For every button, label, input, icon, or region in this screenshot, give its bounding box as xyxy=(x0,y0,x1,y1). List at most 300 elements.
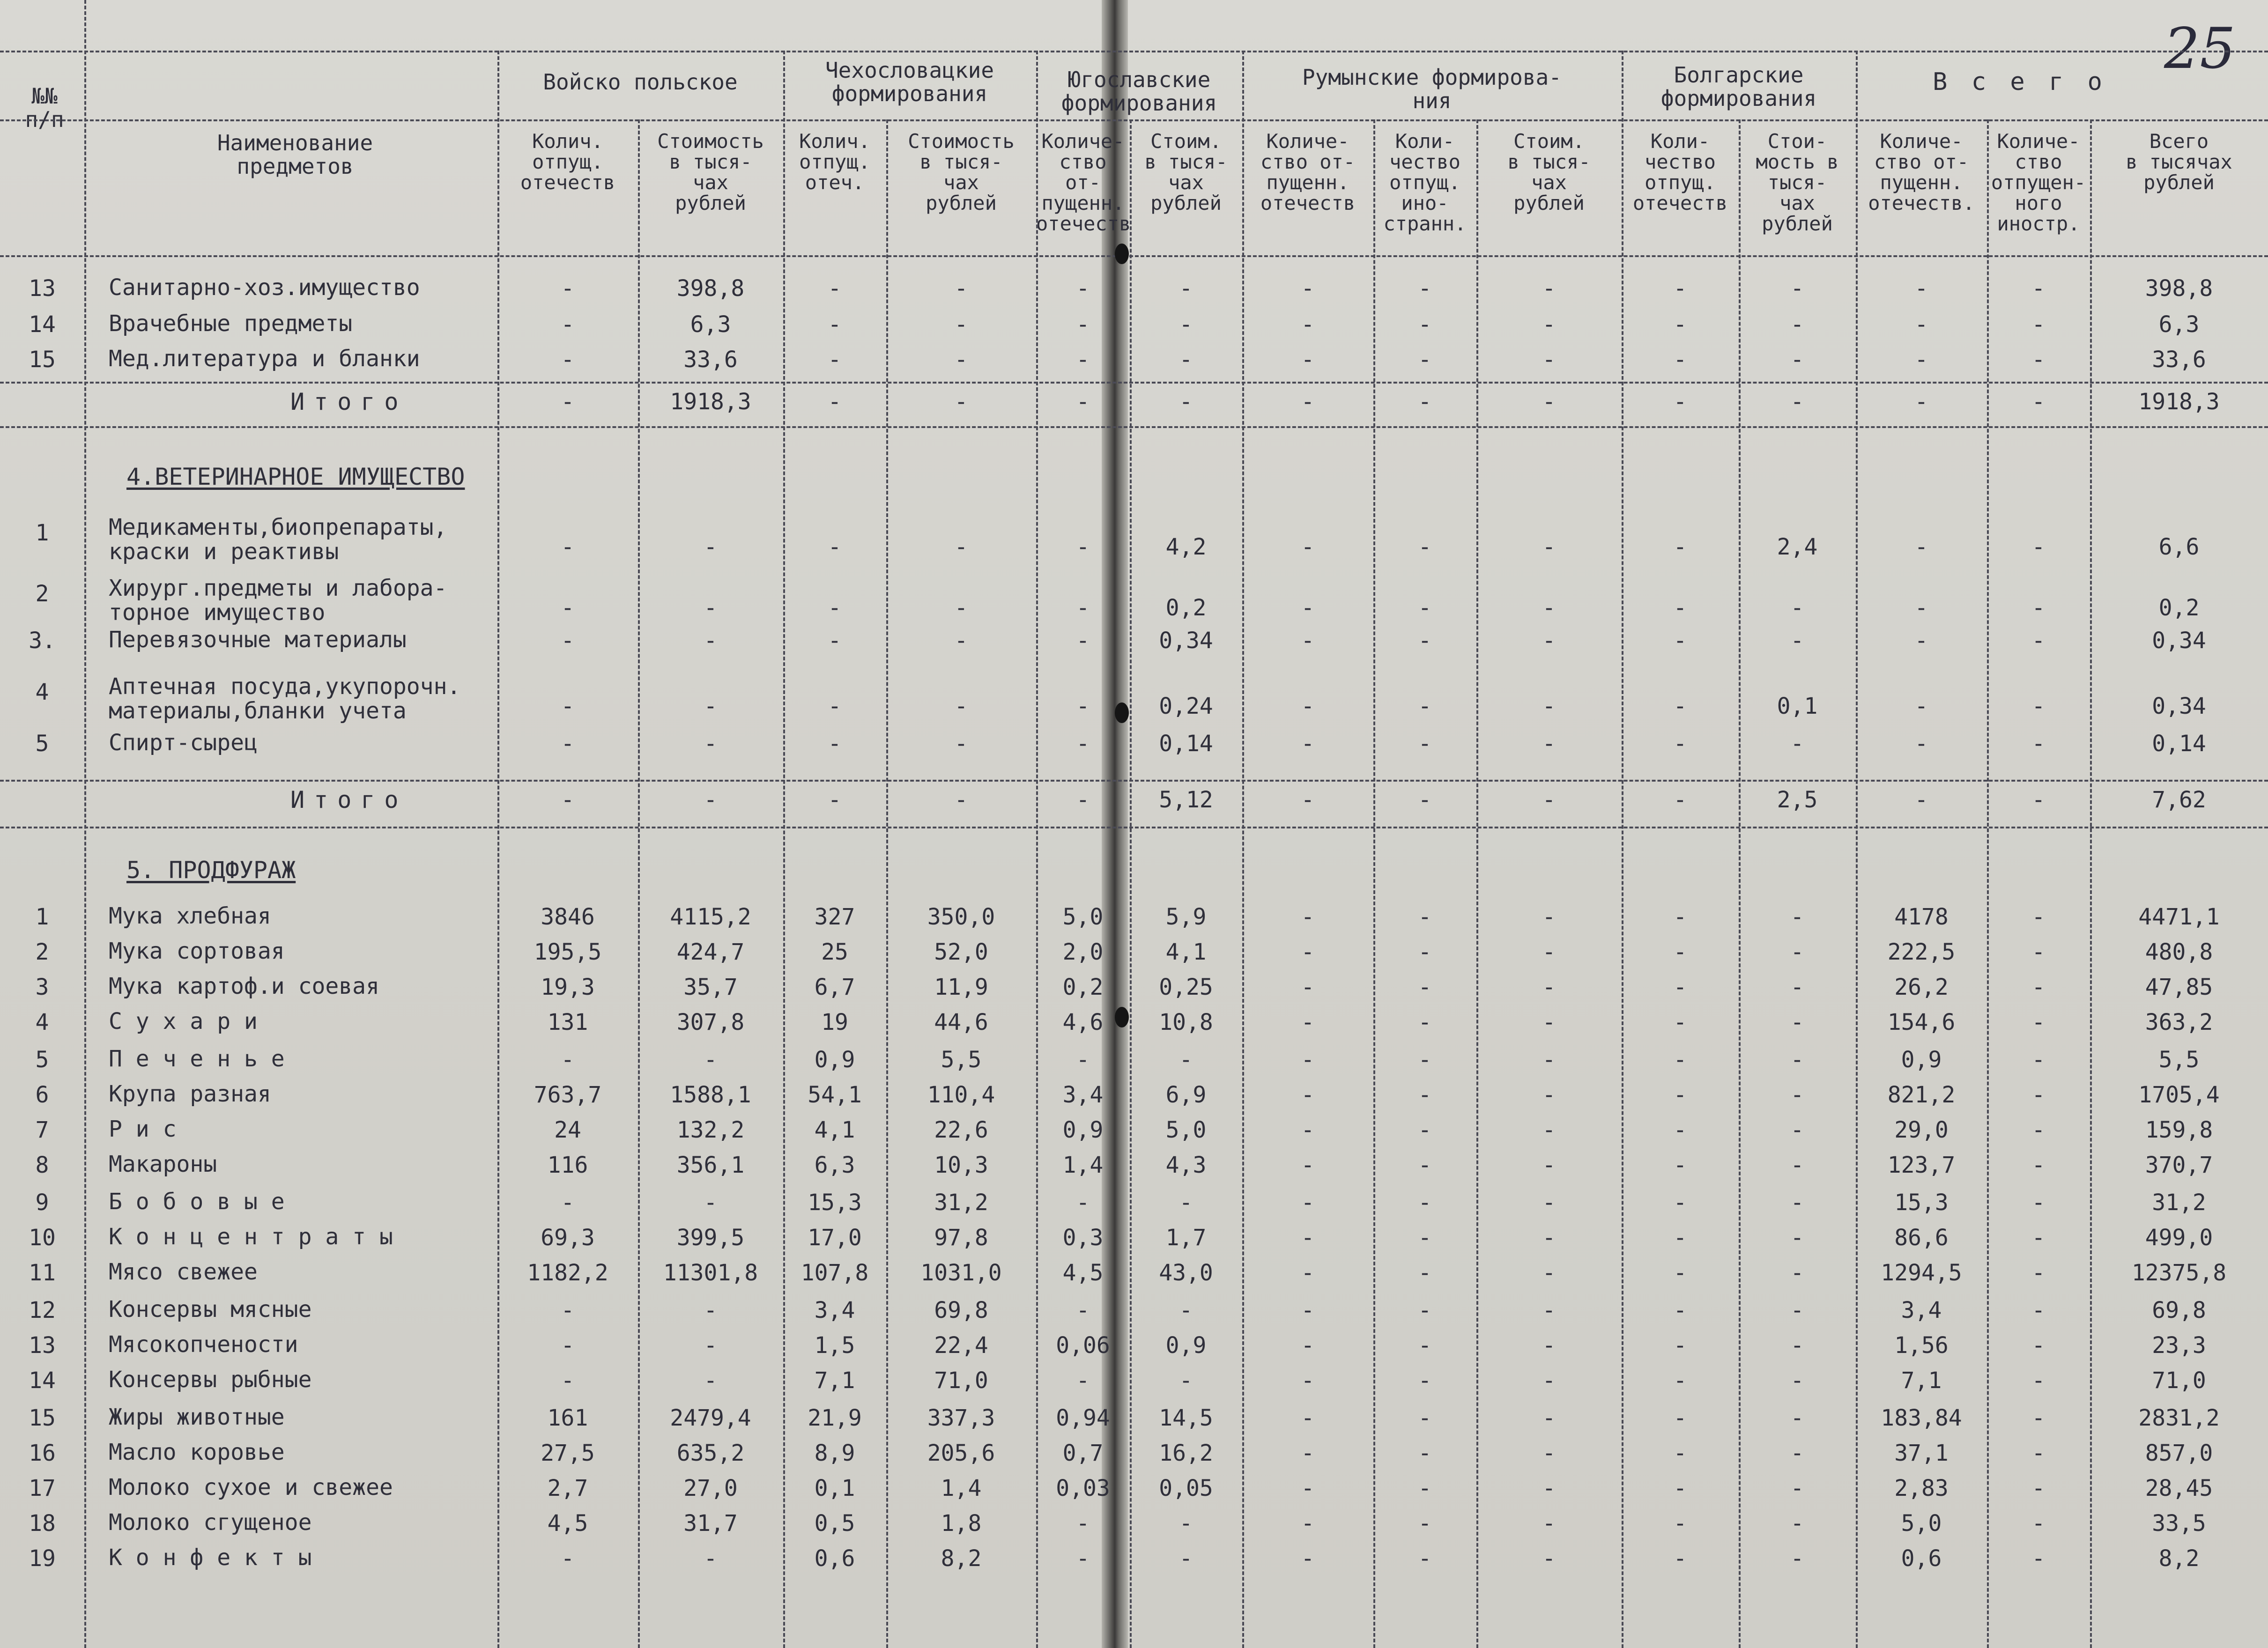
value-cell: - xyxy=(954,731,968,757)
value-cell: 1918,3 xyxy=(670,389,751,415)
value-cell: 8,9 xyxy=(814,1440,855,1466)
value-cell: 107,8 xyxy=(800,1260,869,1286)
value-cell: - xyxy=(1542,311,1556,338)
value-cell: - xyxy=(1418,275,1432,302)
value-cell: - xyxy=(1418,1047,1432,1073)
item-name: Р и с xyxy=(109,1116,177,1142)
value-cell: 7,1 xyxy=(1901,1367,1942,1394)
row-number: 5 xyxy=(35,1047,49,1073)
value-cell: - xyxy=(1418,1510,1432,1537)
row-number: 13 xyxy=(29,275,56,302)
value-cell: - xyxy=(1418,347,1432,373)
value-cell: 1,5 xyxy=(814,1332,855,1359)
item-name: Медикаменты,биопрепараты, краски и реактивы xyxy=(109,514,447,565)
value-cell: - xyxy=(1914,595,1928,621)
column-line xyxy=(1373,119,1375,1648)
item-name: Консервы рыбные xyxy=(109,1367,312,1393)
value-cell: 7,62 xyxy=(2152,787,2206,813)
value-cell: - xyxy=(1790,275,1804,302)
value-cell: - xyxy=(1673,1082,1687,1108)
value-cell: 14,5 xyxy=(1159,1405,1213,1431)
value-cell: - xyxy=(1790,904,1804,930)
value-cell: - xyxy=(2031,1009,2046,1035)
value-cell: - xyxy=(1790,1225,1804,1251)
value-cell: - xyxy=(2031,1152,2046,1178)
value-cell: - xyxy=(828,693,842,719)
value-cell: 205,6 xyxy=(927,1440,995,1466)
value-cell: - xyxy=(1790,1332,1804,1359)
value-cell: - xyxy=(1673,1405,1687,1431)
value-cell: 0,14 xyxy=(1159,731,1213,757)
value-cell: 25 xyxy=(821,939,848,965)
value-cell: 0,1 xyxy=(814,1475,855,1501)
value-cell: 27,5 xyxy=(541,1440,595,1466)
value-cell: - xyxy=(1418,389,1432,415)
value-cell: 5,5 xyxy=(941,1047,982,1073)
page-number: 25 xyxy=(2164,16,2236,81)
value-cell: - xyxy=(1542,1297,1556,1323)
total-bottom-line xyxy=(0,827,2268,828)
value-cell: - xyxy=(1673,1440,1687,1466)
value-cell: - xyxy=(1179,1545,1193,1572)
value-cell: - xyxy=(828,731,842,757)
value-cell: - xyxy=(561,693,575,719)
value-cell: - xyxy=(1418,628,1432,654)
value-cell: - xyxy=(1179,389,1193,415)
value-cell: - xyxy=(1673,1152,1687,1178)
value-cell: - xyxy=(704,693,718,719)
value-cell: 2479,4 xyxy=(670,1405,751,1431)
value-cell: 363,2 xyxy=(2145,1009,2213,1035)
value-cell: 1918,3 xyxy=(2138,389,2220,415)
value-cell: - xyxy=(1914,628,1928,654)
value-cell: - xyxy=(704,628,718,654)
value-cell: 43,0 xyxy=(1159,1260,1213,1286)
value-cell: 47,85 xyxy=(2145,974,2213,1000)
value-cell: - xyxy=(1301,534,1315,560)
row-number: 1 xyxy=(35,520,49,546)
value-cell: - xyxy=(1301,628,1315,654)
value-cell: - xyxy=(2031,1332,2046,1359)
value-cell: - xyxy=(2031,1510,2046,1537)
value-cell: 0,06 xyxy=(1056,1332,1110,1359)
total-label: Итого xyxy=(290,786,408,813)
value-cell: - xyxy=(1301,1367,1315,1394)
value-cell: 3846 xyxy=(541,904,595,930)
value-cell: 0,6 xyxy=(1901,1545,1942,1572)
value-cell: 0,94 xyxy=(1056,1405,1110,1431)
total-top-line xyxy=(0,780,2268,782)
header-bottom-line xyxy=(0,255,2268,257)
value-cell: - xyxy=(1542,1405,1556,1431)
value-cell: 132,2 xyxy=(676,1117,745,1143)
value-cell: 3,4 xyxy=(814,1297,855,1323)
value-cell: - xyxy=(1418,311,1432,338)
value-cell: - xyxy=(1790,389,1804,415)
value-cell: - xyxy=(2031,1190,2046,1216)
value-cell: - xyxy=(2031,534,2046,560)
item-name: Санитарно-хоз.имущество xyxy=(109,274,420,301)
column-line xyxy=(2090,119,2092,1648)
value-cell: - xyxy=(1418,1475,1432,1501)
value-cell: 1182,2 xyxy=(527,1260,608,1286)
value-cell: 5,5 xyxy=(2158,1047,2200,1073)
value-cell: - xyxy=(1418,1545,1432,1572)
value-cell: 4,1 xyxy=(814,1117,855,1143)
value-cell: - xyxy=(1418,1297,1432,1323)
group-header-line xyxy=(0,119,2268,121)
value-cell: 1294,5 xyxy=(1881,1260,1962,1286)
value-cell: - xyxy=(954,389,968,415)
value-cell: 6,3 xyxy=(690,311,731,338)
value-cell: - xyxy=(1076,1367,1090,1394)
value-cell: - xyxy=(828,628,842,654)
value-cell: - xyxy=(2031,1225,2046,1251)
value-cell: 0,25 xyxy=(1159,974,1213,1000)
row-number: 4 xyxy=(35,679,49,705)
value-cell: - xyxy=(1542,787,1556,813)
value-cell: - xyxy=(1673,628,1687,654)
value-cell: - xyxy=(1790,595,1804,621)
value-cell: - xyxy=(561,1190,575,1216)
binding-hole xyxy=(1115,244,1129,264)
row-number: 7 xyxy=(35,1117,49,1143)
value-cell: - xyxy=(1914,787,1928,813)
value-cell: - xyxy=(1542,1510,1556,1537)
value-cell: - xyxy=(1542,1260,1556,1286)
value-cell: - xyxy=(1418,1405,1432,1431)
value-cell: 327 xyxy=(814,904,855,930)
value-cell: - xyxy=(1179,1367,1193,1394)
value-cell: 6,6 xyxy=(2158,534,2200,560)
value-cell: 183,84 xyxy=(1881,1405,1962,1431)
value-cell: - xyxy=(1301,1510,1315,1537)
item-name: Мука картоф.и соевая xyxy=(109,973,379,999)
value-cell: - xyxy=(1673,1047,1687,1073)
value-cell: - xyxy=(1418,1332,1432,1359)
value-cell: 24 xyxy=(554,1117,581,1143)
value-cell: - xyxy=(1542,1367,1556,1394)
value-cell: - xyxy=(1673,1117,1687,1143)
value-cell: - xyxy=(561,534,575,560)
value-cell: - xyxy=(1790,1367,1804,1394)
value-cell: - xyxy=(1076,595,1090,621)
value-cell: 1,7 xyxy=(1165,1225,1207,1251)
value-cell: - xyxy=(1790,1297,1804,1323)
item-name: С у х а р и xyxy=(109,1008,258,1035)
value-cell: 33,5 xyxy=(2152,1510,2206,1537)
item-name: Мука сортовая xyxy=(109,938,285,964)
value-cell: - xyxy=(2031,939,2046,965)
value-cell: 0,6 xyxy=(814,1545,855,1572)
value-cell: - xyxy=(1076,1190,1090,1216)
value-cell: - xyxy=(1076,1047,1090,1073)
value-cell: - xyxy=(1673,1009,1687,1035)
value-cell: - xyxy=(1179,311,1193,338)
value-cell: - xyxy=(1076,1545,1090,1572)
column-line xyxy=(1739,119,1741,1648)
value-cell: - xyxy=(954,595,968,621)
value-cell: - xyxy=(954,534,968,560)
value-cell: - xyxy=(2031,1260,2046,1286)
value-cell: 424,7 xyxy=(676,939,745,965)
value-cell: - xyxy=(1542,1332,1556,1359)
value-cell: 161 xyxy=(547,1405,588,1431)
value-cell: - xyxy=(1179,1297,1193,1323)
value-cell: - xyxy=(1673,1190,1687,1216)
value-cell: - xyxy=(1301,693,1315,719)
right-page xyxy=(1119,0,2268,1648)
sub-header-col-14: Всего в тысячах рублей xyxy=(2126,130,2232,194)
value-cell: - xyxy=(2031,311,2046,338)
item-name: Аптечная посуда,укупорочн. материалы,бланки учета xyxy=(109,673,461,724)
value-cell: - xyxy=(1790,1475,1804,1501)
value-cell: 2,7 xyxy=(547,1475,588,1501)
value-cell: 2,5 xyxy=(1777,787,1818,813)
row-number: 11 xyxy=(29,1260,56,1286)
value-cell: 1,4 xyxy=(1062,1152,1104,1178)
value-cell: 0,1 xyxy=(1777,693,1818,719)
column-line xyxy=(1036,51,1038,1648)
value-cell: - xyxy=(1301,1440,1315,1466)
item-name: Перевязочные материалы xyxy=(109,627,407,653)
value-cell: 154,6 xyxy=(1887,1009,1956,1035)
row-number: 4 xyxy=(35,1009,49,1035)
value-cell: - xyxy=(2031,904,2046,930)
value-cell: - xyxy=(1301,1297,1315,1323)
value-cell: - xyxy=(954,275,968,302)
value-cell: - xyxy=(2031,1545,2046,1572)
value-cell: 10,8 xyxy=(1159,1009,1213,1035)
value-cell: 4,3 xyxy=(1165,1152,1207,1178)
value-cell: - xyxy=(1076,1510,1090,1537)
value-cell: - xyxy=(1542,693,1556,719)
value-cell: 16,2 xyxy=(1159,1440,1213,1466)
item-name: К о н ц е н т р а т ы xyxy=(109,1224,393,1250)
row-number: 15 xyxy=(29,347,56,373)
value-cell: 86,6 xyxy=(1894,1225,1949,1251)
value-cell: - xyxy=(1542,275,1556,302)
value-cell: - xyxy=(1673,1510,1687,1537)
value-cell: - xyxy=(1418,693,1432,719)
value-cell: - xyxy=(1076,347,1090,373)
value-cell: - xyxy=(1542,389,1556,415)
value-cell: 6,3 xyxy=(814,1152,855,1178)
value-cell: - xyxy=(1301,787,1315,813)
value-cell: - xyxy=(1076,311,1090,338)
value-cell: 5,0 xyxy=(1062,904,1104,930)
value-cell: - xyxy=(1673,974,1687,1000)
value-cell: 5,0 xyxy=(1165,1117,1207,1143)
value-cell: - xyxy=(1418,1082,1432,1108)
value-cell: - xyxy=(1914,275,1928,302)
value-cell: - xyxy=(1673,347,1687,373)
value-cell: - xyxy=(704,534,718,560)
column-line xyxy=(783,51,785,1648)
value-cell: - xyxy=(1914,731,1928,757)
value-cell: 0,34 xyxy=(2152,693,2206,719)
value-cell: - xyxy=(2031,974,2046,1000)
value-cell: - xyxy=(561,275,575,302)
value-cell: - xyxy=(828,787,842,813)
value-cell: 499,0 xyxy=(2145,1225,2213,1251)
value-cell: 1,56 xyxy=(1894,1332,1949,1359)
value-cell: - xyxy=(1542,1117,1556,1143)
value-cell: - xyxy=(1790,1082,1804,1108)
value-cell: 3,4 xyxy=(1062,1082,1104,1108)
value-cell: 0,9 xyxy=(1901,1047,1942,1073)
value-cell: - xyxy=(1179,275,1193,302)
value-cell: - xyxy=(1179,1510,1193,1537)
value-cell: 123,7 xyxy=(1887,1152,1956,1178)
value-cell: - xyxy=(828,595,842,621)
value-cell: 8,2 xyxy=(2158,1545,2200,1572)
value-cell: - xyxy=(1790,1009,1804,1035)
value-cell: - xyxy=(2031,389,2046,415)
value-cell: - xyxy=(828,347,842,373)
section-heading: 5. ПРОДФУРАЖ xyxy=(126,857,296,884)
value-cell: - xyxy=(1542,904,1556,930)
value-cell: - xyxy=(1179,1047,1193,1073)
value-cell: 0,2 xyxy=(1062,974,1104,1000)
value-cell: - xyxy=(2031,595,2046,621)
row-number: 13 xyxy=(29,1332,56,1359)
value-cell: - xyxy=(561,1545,575,1572)
value-cell: - xyxy=(1542,534,1556,560)
value-cell: - xyxy=(1076,1297,1090,1323)
value-cell: - xyxy=(954,787,968,813)
value-cell: 6,3 xyxy=(2158,311,2200,338)
sub-header-col-9: Стоим. в тыся- чах рублей xyxy=(1507,130,1591,214)
value-cell: 10,3 xyxy=(934,1152,988,1178)
value-cell: - xyxy=(2031,347,2046,373)
value-cell: 17,0 xyxy=(808,1225,862,1251)
value-cell: - xyxy=(704,1367,718,1394)
value-cell: - xyxy=(1418,939,1432,965)
row-number: 17 xyxy=(29,1475,56,1501)
value-cell: - xyxy=(2031,1297,2046,1323)
value-cell: - xyxy=(1301,904,1315,930)
value-cell: - xyxy=(954,347,968,373)
value-cell: 0,03 xyxy=(1056,1475,1110,1501)
sub-header-col-7: Количе- ство от- пущенн. отечеств xyxy=(1260,130,1356,214)
value-cell: 21,9 xyxy=(808,1405,862,1431)
binding-hole xyxy=(1115,702,1129,723)
value-cell: 4471,1 xyxy=(2138,904,2220,930)
value-cell: 71,0 xyxy=(2152,1367,2206,1394)
value-cell: - xyxy=(1914,347,1928,373)
value-cell: 0,34 xyxy=(1159,628,1213,654)
group-header-yugoslav: Югославские формирования xyxy=(1061,67,1217,116)
value-cell: - xyxy=(1418,1225,1432,1251)
value-cell: 22,6 xyxy=(934,1117,988,1143)
value-cell: 69,8 xyxy=(934,1297,988,1323)
value-cell: - xyxy=(1418,1152,1432,1178)
value-cell: - xyxy=(2031,731,2046,757)
value-cell: 0,14 xyxy=(2152,731,2206,757)
value-cell: - xyxy=(954,628,968,654)
value-cell: - xyxy=(954,311,968,338)
value-cell: 7,1 xyxy=(814,1367,855,1394)
row-number: 5 xyxy=(35,731,49,757)
value-cell: 4,2 xyxy=(1165,534,1207,560)
value-cell: - xyxy=(1076,787,1090,813)
value-cell: 31,2 xyxy=(2152,1190,2206,1216)
value-cell: 1,8 xyxy=(941,1510,982,1537)
value-cell: - xyxy=(561,628,575,654)
value-cell: - xyxy=(1301,1117,1315,1143)
value-cell: - xyxy=(1914,534,1928,560)
value-cell: - xyxy=(561,595,575,621)
value-cell: - xyxy=(1542,731,1556,757)
value-cell: 23,3 xyxy=(2152,1332,2206,1359)
value-cell: 1,4 xyxy=(941,1475,982,1501)
item-name: Молоко сгущеное xyxy=(109,1509,312,1536)
item-name: Крупа разная xyxy=(109,1081,271,1107)
value-cell: 0,2 xyxy=(2158,595,2200,621)
value-cell: 2,4 xyxy=(1777,534,1818,560)
value-cell: - xyxy=(704,1190,718,1216)
row-number: 18 xyxy=(29,1510,56,1537)
value-cell: 857,0 xyxy=(2145,1440,2213,1466)
value-cell: - xyxy=(1914,389,1928,415)
value-cell: 356,1 xyxy=(676,1152,745,1178)
row-number: 10 xyxy=(29,1225,56,1251)
value-cell: - xyxy=(1418,1260,1432,1286)
value-cell: - xyxy=(1673,904,1687,930)
value-cell: 97,8 xyxy=(934,1225,988,1251)
item-name: Мясокопчености xyxy=(109,1331,298,1358)
value-cell: - xyxy=(1790,1047,1804,1073)
value-cell: - xyxy=(1418,1440,1432,1466)
value-cell: - xyxy=(1542,974,1556,1000)
value-cell: - xyxy=(1542,347,1556,373)
value-cell: 28,45 xyxy=(2145,1475,2213,1501)
value-cell: - xyxy=(1418,904,1432,930)
value-cell: - xyxy=(1790,311,1804,338)
value-cell: - xyxy=(1301,1332,1315,1359)
item-name: К о н ф е к т ы xyxy=(109,1545,312,1571)
item-name: Макароны xyxy=(109,1151,217,1177)
column-line xyxy=(638,119,640,1648)
value-cell: - xyxy=(1673,595,1687,621)
total-top-line xyxy=(0,382,2268,384)
value-cell: 5,0 xyxy=(1901,1510,1942,1537)
value-cell: - xyxy=(1418,595,1432,621)
item-name: Масло коровье xyxy=(109,1439,285,1465)
item-name: П е ч е н ь е xyxy=(109,1046,285,1072)
value-cell: - xyxy=(561,347,575,373)
value-cell: 5,12 xyxy=(1159,787,1213,813)
value-cell: 33,6 xyxy=(2152,347,2206,373)
row-number: 3 xyxy=(35,974,49,1000)
value-cell: - xyxy=(1673,275,1687,302)
item-name: Жиры животные xyxy=(109,1404,285,1430)
column-line xyxy=(1987,119,1989,1648)
value-cell: 1705,4 xyxy=(2138,1082,2220,1108)
value-cell: - xyxy=(954,693,968,719)
value-cell: - xyxy=(1418,1190,1432,1216)
value-cell: - xyxy=(1542,1009,1556,1035)
value-cell: - xyxy=(1790,939,1804,965)
value-cell: - xyxy=(1790,1117,1804,1143)
column-line xyxy=(1242,51,1244,1648)
value-cell: - xyxy=(1301,1082,1315,1108)
value-cell: 1031,0 xyxy=(920,1260,1002,1286)
value-cell: - xyxy=(1301,1260,1315,1286)
value-cell: - xyxy=(704,1545,718,1572)
value-cell: 71,0 xyxy=(934,1367,988,1394)
